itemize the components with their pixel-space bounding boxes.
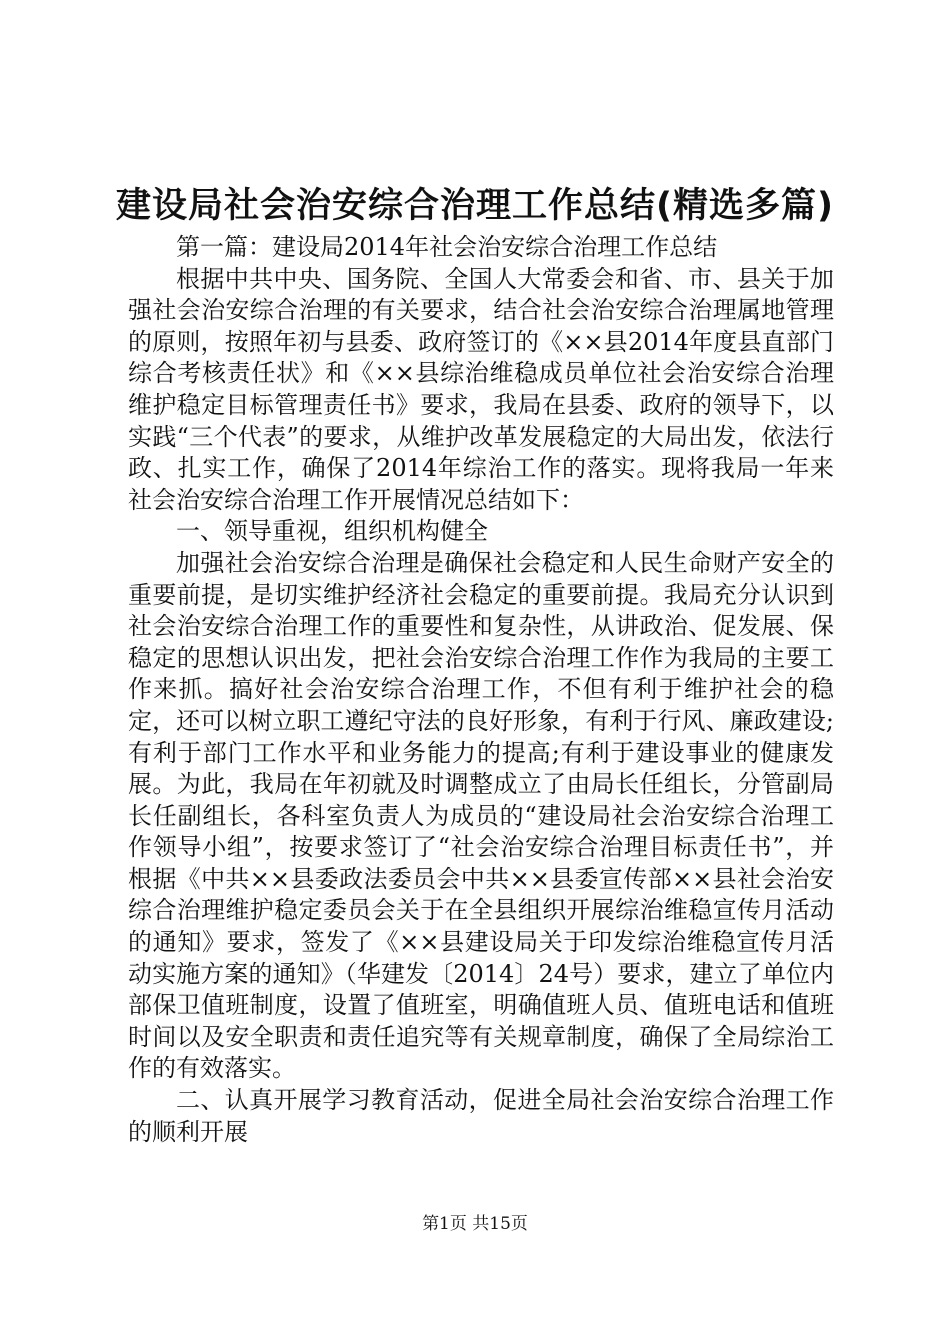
document-body [128,232,834,1148]
intro-paragraph: 根据中共中央、国务院、全国人大常委会和省、市、县关于加强社会治安综合治理的有关要求，结合社会治安综合治理属地管理的原则，按照年初与县委、政府签订的《××县2014年度县直部门综合考核责任状》和《××县综治维稳成员单位社会治安综合治理维护稳定目标管理责任书》要求，我局在县委、政府的领导下，以实践“三个代表”的要求，从维护改革发展稳定的大局出发，依法行政、扎实工作，确保了2014年综治工作的落实。现将我局一年来社会治安综合治理工作开展情况总结如下： [128,264,834,514]
document-title: 建设局社会治安综合治理工作总结(精选多篇) [116,186,834,226]
page-number-footer: 第1页 共15页 [422,1214,528,1234]
section-heading-1: 一、领导重视，组织机构健全 [176,517,488,546]
section-1-paragraph: 加强社会治安综合治理是确保社会稳定和人民生命财产安全的重要前提，是切实维护经济社会稳定的重要前提。我局充分认识到社会治安综合治理工作的重要性和复杂性，从讲政治、促发展、保稳定的思想认识出发，把社会治安综合治理工作作为我局的主要工作来抓。搞好社会治安综合治理工作，不但有利于维护社会的稳定，还可以树立职工遵纪守法的良好形象，有利于行风、廉政建设;有利于部门工作水平和业务能力的提高;有利于建设事业的健康发展。为此，我局在年初就及时调整成立了由局长任组长，分管副局长任副组长，各科室负责人为成员的“建设局社会治安综合治理工作领导小组”，按要求签订了“社会治安综合治理目标责任书”，并根据《中共××县委政法委员会中共××县委宣传部××县社会治安综合治理维护稳定委员会关于在全县组织开展综治维稳宣传月活动的通知》要求，签发了《××县建设局关于印发综治维稳宣传月活动实施方案的通知》（华建发〔2014〕24号）要求，建立了单位内部保卫值班制度，设置了值班室，明确值班人员、值班电话和值班时间以及安全职责和责任追究等有关规章制度，确保了全局综治工作的有效落实。 [128,548,834,1083]
section-heading-2: 二、认真开展学习教育活动，促进全局社会治安综合治理工作的顺利开展 [128,1086,834,1146]
section-heading-part-one: 第一篇：建设局2014年社会治安综合治理工作总结 [176,233,718,261]
